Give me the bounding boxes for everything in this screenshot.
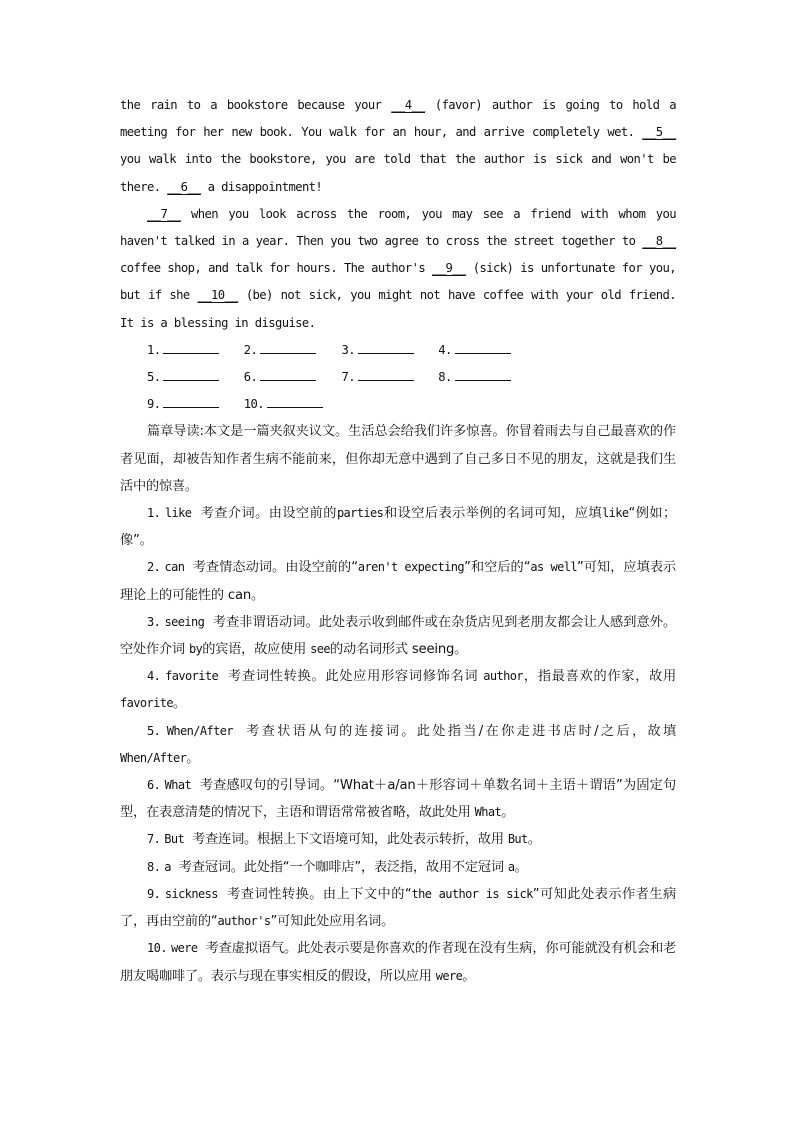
answer-number: 4. (147, 669, 161, 684)
passage-text: (favor) author is going to hold a meeting for her new book. You walk for an hour, and arrive completely wet. (120, 98, 676, 140)
answer-number: 3. (147, 614, 161, 629)
passage-text: you walk into the bookstore, you are told that the author is sick and won't be there. (120, 152, 676, 194)
reading-guide-text: 本文是一篇夹叙夹议文。生活总会给我们许多惊喜。你冒着雨去与自己最喜欢的作者见面，却被告知作者生病不能前来，但你却无意中遇到了自己多日不见的朋友，这就是我们生活中的惊喜。 (120, 424, 676, 494)
answer-note: 考查介词。由设空前的 (200, 506, 337, 522)
answer-explanation (120, 500, 676, 554)
answer-word: a (164, 859, 171, 874)
answer-note-english: What (474, 805, 502, 820)
blank-4: __4__ (391, 98, 425, 112)
answer-blanks-row-2 (120, 364, 676, 391)
answer-blanks-row-3 (120, 391, 676, 418)
answer-note-english: When/After (120, 750, 187, 765)
answer-note: 。 (501, 805, 515, 821)
answer-explanation (120, 663, 676, 717)
answer-number: 8. (147, 859, 161, 874)
answer-note-english: were (435, 968, 463, 983)
answer-note: 。 (173, 696, 186, 712)
answer-note: 的动名词形式 seeing。 (329, 642, 468, 658)
answer-note: 考查情态动词。由设空前的“ (192, 560, 358, 576)
blank-6: __6__ (167, 179, 201, 194)
answer-number: 7. (147, 832, 161, 847)
answer-note-english: the author is sick (411, 886, 533, 901)
answer-explanation (120, 718, 676, 772)
answer-blank: 6. (244, 364, 335, 391)
answer-explanation (120, 881, 676, 935)
answer-word: sickness (164, 886, 218, 901)
answer-explanation (120, 554, 676, 608)
answer-note-english: by (188, 642, 203, 657)
reading-guide-label: 篇章导读: (147, 424, 204, 440)
blank-7: __7__ (147, 206, 181, 221)
answer-number: 1. (147, 506, 161, 521)
answer-blank: 3. (342, 337, 432, 364)
blank-9: __9__ (432, 261, 466, 276)
answer-note: 考查非谓语动词。此处表示收到邮件或在杂货店见到老朋友都会让人感到意外。空处作介词 (120, 614, 676, 658)
answer-word: When/After (166, 723, 234, 738)
answer-explanation (120, 772, 676, 826)
answer-note: ，指最喜欢的作家，故用 (523, 669, 677, 685)
answer-note-english: But (507, 832, 528, 847)
answer-word: seeing (164, 614, 205, 629)
answer-blank: 8. (438, 364, 510, 391)
answer-blank: 5. (147, 364, 237, 391)
answer-blank: 4. (438, 337, 510, 364)
blank-10: __10__ (197, 288, 238, 303)
answer-note: 。 (462, 968, 476, 984)
answer-note-english: favorite (120, 696, 173, 711)
answer-blank: 1. (147, 337, 237, 364)
answer-note: ”可知，应填表示理论上的可能性的 can。 (120, 560, 677, 603)
answer-note: 。 (527, 832, 541, 848)
answer-note-english: as well (530, 560, 577, 575)
passage-text: (be) not sick, you might not have coffee with your old friend. It is a blessing in disguise. (120, 288, 676, 330)
answer-note: 和设空后表示举例的名词可知，应填 (383, 506, 602, 522)
answer-note: 考查连词。根据上下文语境可知，此处表示转折，故用 (192, 832, 508, 848)
answer-word: What (164, 778, 192, 793)
answer-number: 10. (147, 941, 167, 956)
answer-note: “例如；像”。 (120, 506, 676, 549)
answer-number: 6. (147, 778, 161, 793)
answer-note: 考查虚拟语气。此处表示要是你喜欢的作者现在没有生病，你可能就没有机会和老朋友喝咖啡了。表示与现在事实相反的假设，所以应用 (120, 941, 677, 984)
answer-note: 考查状语从句的连接词。此处指当/在你走进书店时/之后，故填 (246, 723, 677, 739)
answer-blank: 9. (147, 391, 237, 418)
blank-5: __5__ (642, 125, 676, 140)
passage-text: coffee shop, and talk for hours. The author's (120, 261, 433, 276)
answer-explanation (120, 935, 676, 989)
answer-note-english: a (507, 859, 515, 874)
answer-note: 的宾语，故应使用 (202, 642, 311, 658)
answer-note: 考查冠词。此处指“一个咖啡店”，表泛指，故用不定冠词 (178, 859, 508, 875)
answer-word: can (164, 560, 185, 575)
answer-explanation (120, 854, 676, 881)
answer-list (120, 500, 676, 990)
answer-word: favorite (165, 669, 219, 684)
answer-note: 。 (514, 859, 528, 875)
blank-8: __8__ (642, 234, 676, 249)
answer-number: 9. (147, 886, 161, 901)
answer-number: 5. (147, 723, 161, 738)
answer-note-english: like (601, 506, 629, 521)
reading-guide (120, 418, 676, 500)
answer-note-english: author's (217, 914, 271, 929)
answer-note: 考查词性转换。此处应用形容词修饰名词 (228, 669, 484, 685)
passage-text: a disappointment! (200, 179, 323, 194)
answer-blank: 7. (342, 364, 432, 391)
answer-note: ”可知此处表示作者生病了，再由空前的“ (120, 886, 677, 930)
answer-word: were (170, 941, 198, 956)
passage-text: when you look across the room, you may see a friend with whom you haven't talked in a year. Then you two agree to cross the street together to (120, 206, 676, 249)
answer-blank: 10. (244, 391, 323, 418)
answer-note-english: see (310, 642, 330, 657)
answer-note: 考查感叹句的引导词。“What＋a/an＋形容词＋单数名词＋主语＋谓语”为固定句型，在表意清楚的情况下，主语和谓语常常被省略，故此处用 (120, 778, 677, 821)
answer-note: 考查词性转换。由上下文中的“ (227, 886, 412, 902)
answer-explanation (120, 609, 676, 663)
answer-explanation (120, 826, 676, 853)
answer-blanks-row-1 (120, 337, 676, 364)
passage-text: the rain to a bookstore because your (120, 98, 392, 112)
passage-paragraph-2 (120, 201, 676, 337)
answer-note-english: aren't expecting (357, 560, 465, 575)
answer-word: like (164, 506, 192, 521)
answer-blank: 2. (244, 337, 335, 364)
answer-word: But (164, 832, 185, 847)
answer-note: 。 (186, 750, 200, 766)
passage-text: (sick) is unfortunate for you, but if she (120, 261, 676, 303)
passage-paragraph-1 (120, 92, 676, 201)
answer-number: 2. (147, 560, 161, 575)
answer-note: ”可知此处应用名词。 (270, 914, 395, 930)
answer-note-english: parties (336, 506, 384, 521)
answer-note-english: author (483, 669, 524, 684)
document-page (120, 92, 676, 990)
answer-note: ”和空后的“ (464, 560, 531, 576)
